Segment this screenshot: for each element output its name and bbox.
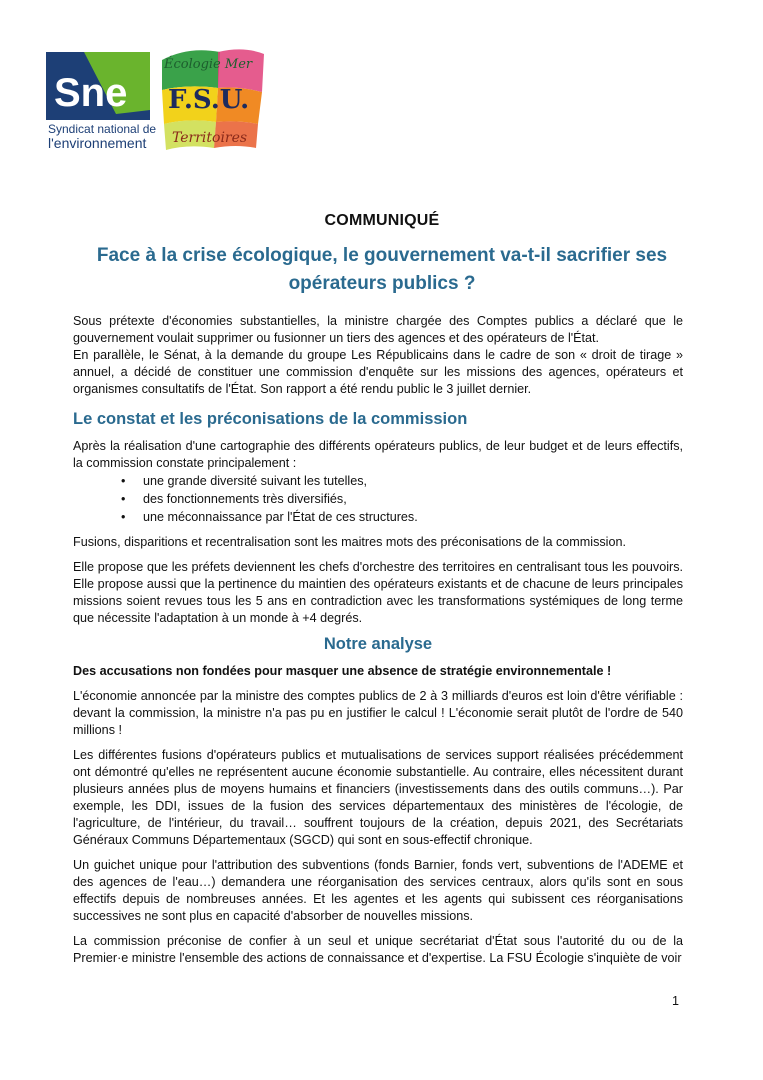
list-item: • une grande diversité suivant les tutelles, (121, 474, 368, 488)
section1-paragraph-2: Fusions, disparitions et recentralisation sont les maitres mots des préconisations de la commission. (73, 535, 626, 549)
section2-paragraph-2: Les différentes fusions d'opérateurs publics et mutualisations de services support réalisées précédemment ont démontré qu'elles ne représentent aucune économie substantielle. Au contraire, elles nécessitent durant plusieurs années plus de moyens humains et financiers (investissements dans des outils communs…). Par exemple, les DDI, issues de la fusion des services départementaux des ministères de l'écologie, de l'agriculture, de l'intérieur, du travail… souffrent toujours de la création, depuis 2021, des Secrétariats Généraux Communs Départementaux (SGCD) qui sont en sous-effectif chronique. (73, 748, 683, 847)
list-item: • des fonctionnements très diversifiés, (121, 492, 347, 506)
fsu-ecologie-logo (158, 44, 268, 152)
document-title (70, 242, 694, 298)
sne-label-line1: Syndicat national de (48, 122, 157, 136)
section1-paragraph-1: Après la réalisation d'une cartographie des différents opérateurs publics, de leur budget et de leurs effectifs, la commission constate principalement : (73, 439, 683, 470)
document-body (73, 313, 683, 967)
header-logos (46, 40, 266, 152)
sne-logo (46, 52, 150, 120)
sne-label (48, 122, 156, 150)
title-block (70, 212, 694, 298)
document-title-line1: Face à la crise écologique, le gouvernement va-t-il sacrifier ses (96, 245, 668, 266)
section1-paragraph-3: Elle propose que les préfets deviennent les chefs d'orchestre des territoires en centralisant tous les pouvoirs. Elle propose aussi que la pertinence du maintien des opérateurs existants et de chacune de leurs principales missions soient revues tous les 5 ans en contradiction avec les transformations systémiques de long terme que nécessite l'adaptation à un monde à +4 degrés. (73, 560, 683, 625)
intro-paragraph-1: Sous prétexte d'économies substantielles, la ministre chargée des Comptes publics a déclaré que le gouvernement voulait supprimer ou fusionner un tiers des agences et des opérateurs de l'État. (73, 314, 683, 345)
bullet-icon: • (121, 492, 126, 506)
bullet-icon: • (121, 474, 126, 488)
sne-label-line2: l'environnement (48, 135, 147, 151)
section-heading-analyse: Notre analyse (323, 635, 433, 653)
document-title-line2: opérateurs publics ? (288, 273, 476, 294)
document-kicker: COMMUNIQUÉ (324, 212, 440, 229)
fsu-logo-top-text: Écologie Mer (164, 57, 253, 72)
page-number: 1 (671, 994, 679, 1008)
fsu-logo-mid-text: F.S.U. (168, 85, 250, 115)
section2-paragraph-1: L'économie annoncée par la ministre des comptes publics de 2 à 3 milliards d'euros est loin d'être vérifiable : devant la commission, la ministre n'a pas pu en justifier le calcul ! L'économie serait plutôt de l'ordre de 540 millions ! (73, 689, 683, 737)
intro-paragraph-2: En parallèle, le Sénat, à la demande du groupe Les Républicains dans le cadre de son « droit de tirage » annuel, a décidé de constituer une commission d'enquête sur les missions des agences, opérateurs et organismes consultatifs de l'État. Son rapport a été rendu public le 3 juillet dernier. (73, 348, 683, 396)
section2-paragraph-3: Un guichet unique pour l'attribution des subventions (fonds Barnier, fonds vert, subventions de l'ADEME et des agences de l'eau…) demandera une réorganisation des services centraux, alors qu'ils sont en sous effectifs depuis de nombreuses années. Et les agentes et les agents qui subissent ces réorganisations successives ne sont plus en capacité d'absorber de nouvelles missions. (73, 858, 683, 923)
section-heading-constat: Le constat et les préconisations de la commission (73, 410, 468, 428)
list-item: • une méconnaissance par l'État de ces structures. (121, 510, 418, 524)
section2-paragraph-4: La commission préconise de confier à un seul et unique secrétariat d'État sous l'autorité du ou de la Premier·e ministre l'ensemble des actions de connaissance et d'expertise. La FSU Écologie s'inquiète de voir (73, 934, 683, 965)
bullet-icon: • (121, 510, 126, 524)
findings-list (73, 472, 683, 526)
fsu-logo-bottom-text: Territoires (172, 130, 248, 146)
sne-logo-text: Sne (54, 71, 128, 115)
section2-subheading: Des accusations non fondées pour masquer une absence de stratégie environnementale ! (73, 664, 612, 678)
